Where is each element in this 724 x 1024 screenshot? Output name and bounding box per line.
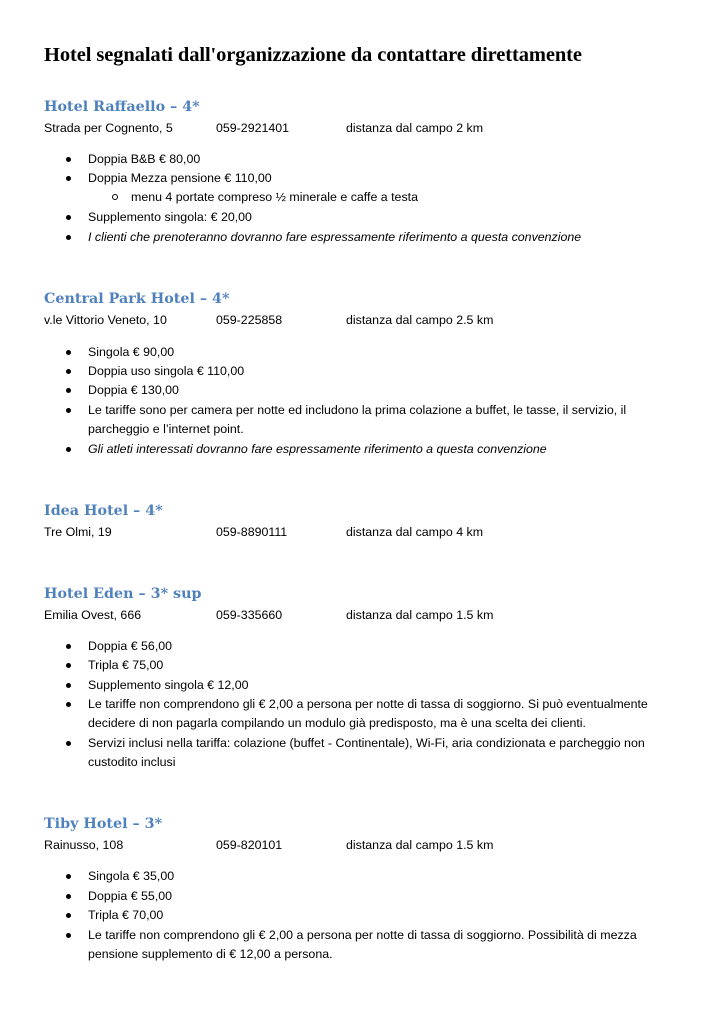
hotel-name: Hotel Eden – 3* sup (44, 586, 202, 602)
hotel-phone: 059-335660 (216, 608, 283, 622)
hotel-address: Rainusso, 108 (44, 838, 124, 852)
hotel-distance: distanza dal campo 2.5 km (346, 313, 494, 327)
hotel-phone: 059-8890111 (216, 525, 288, 539)
list-item: I clienti che prenoteranno dovranno fare espressamente riferimento a questa convenzione (88, 228, 581, 247)
hotel-address: Tre Olmi, 19 (44, 525, 112, 539)
list-item: Doppia € 56,00 (88, 637, 172, 656)
page-title: Hotel segnalati dall'organizzazione da contattare direttamente (44, 44, 582, 66)
list-item: Le tariffe sono per camera per notte ed includono la prima colazione a buffet, le tasse, il servizio, il parcheggio e l’internet point. (88, 401, 663, 439)
hotel-phone: 059-820101 (216, 838, 283, 852)
list-item: Supplemento singola € 12,00 (88, 676, 249, 695)
list-item: Servizi inclusi nella tariffa: colazione (buffet - Continentale), Wi-Fi, aria condizionata e parcheggio non custodito inclusi (88, 734, 663, 772)
list-item: Singola € 35,00 (88, 867, 174, 886)
hotel-name: Hotel Raffaello – 4* (44, 99, 200, 115)
list-item: Doppia B&B € 80,00 (88, 150, 200, 169)
hotel-phone: 059-225858 (216, 313, 283, 327)
hotel-distance: distanza dal campo 4 km (346, 525, 484, 539)
list-item: Le tariffe non comprendono gli € 2,00 a persona per notte di tassa di soggiorno. Possibilità di mezza pensione supplemento di € 12,00 a persona. (88, 926, 663, 964)
hotel-distance: distanza dal campo 2 km (346, 121, 484, 135)
hotel-distance: distanza dal campo 1.5 km (346, 608, 494, 622)
hotel-distance: distanza dal campo 1.5 km (346, 838, 494, 852)
list-item: Doppia Mezza pensione € 110,00 (88, 169, 272, 188)
list-item: Le tariffe non comprendono gli € 2,00 a persona per notte di tassa di soggiorno. Si può eventualmente decidere di non pagarla compilando un modulo già predisposto, ma è una scelta dei clienti. (88, 695, 663, 733)
list-item: Supplemento singola: € 20,00 (88, 208, 252, 227)
hotel-name: Central Park Hotel – 4* (44, 291, 230, 307)
hotel-address: Emilia Ovest, 666 (44, 608, 142, 622)
list-item: Gli atleti interessati dovranno fare espressamente riferimento a questa convenzione (88, 440, 547, 459)
list-item: Singola € 90,00 (88, 343, 174, 362)
hotel-address: Strada per Cognento, 5 (44, 121, 173, 135)
list-item: Tripla € 75,00 (88, 656, 163, 675)
list-item: Tripla € 70,00 (88, 906, 163, 925)
hotel-phone: 059-2921401 (216, 121, 290, 135)
sub-list-item: menu 4 portate compreso ½ minerale e caffe a testa (131, 188, 418, 207)
list-item: Doppia € 130,00 (88, 381, 179, 400)
list-item: Doppia uso singola € 110,00 (88, 362, 244, 381)
hotel-address: v.le Vittorio Veneto, 10 (44, 313, 167, 327)
list-item: Doppia € 55,00 (88, 887, 172, 906)
hotel-name: Tiby Hotel – 3* (44, 816, 163, 832)
hotel-name: Idea Hotel – 4* (44, 503, 163, 519)
